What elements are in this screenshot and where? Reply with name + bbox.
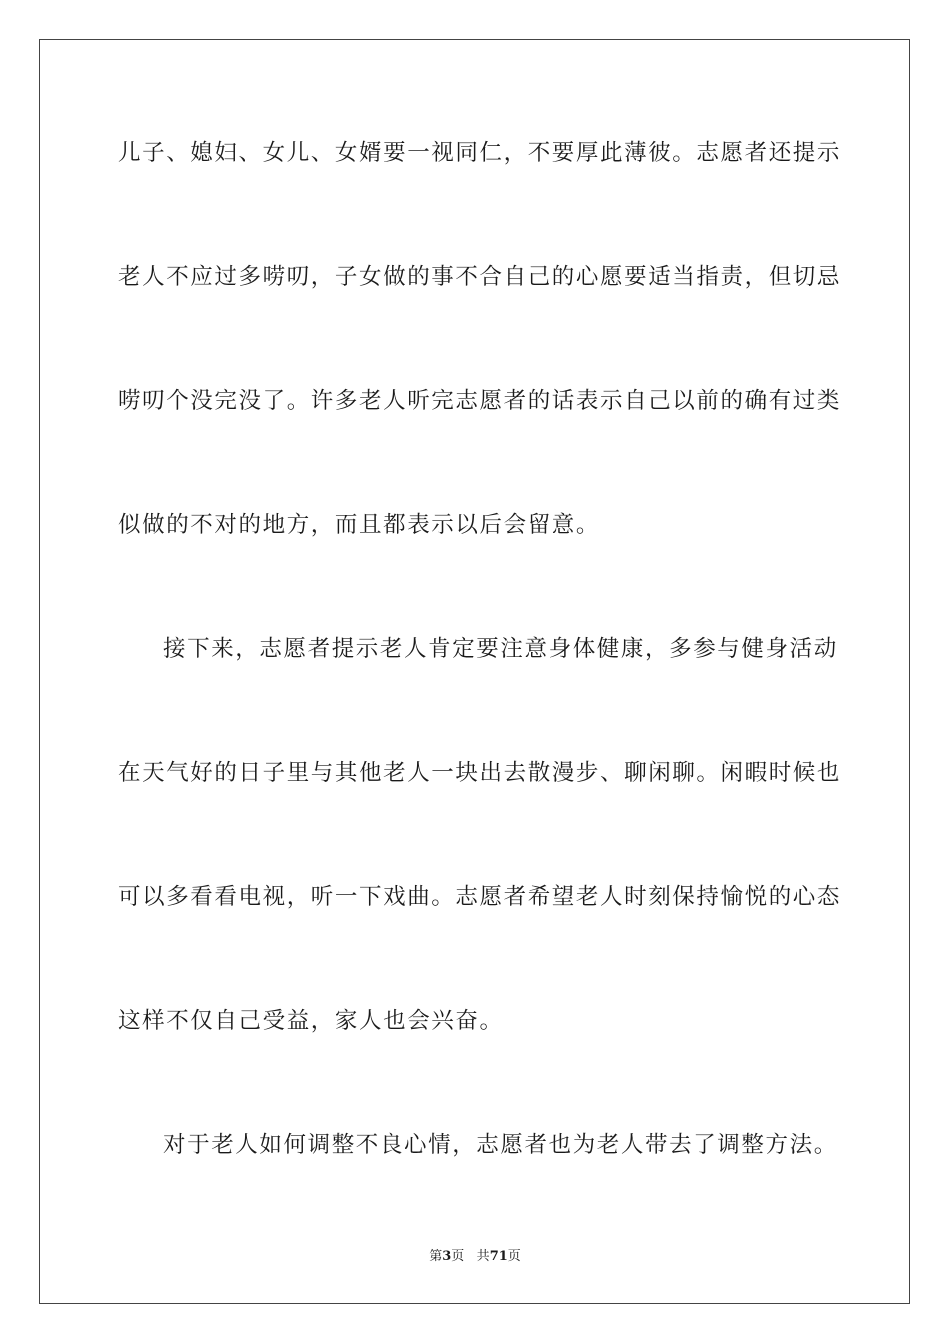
body-line-7: 可以多看看电视，听一下戏曲。志愿者希望老人时刻保持愉悦的心态	[118, 884, 842, 910]
body-line-3: 唠叨个没完没了。许多老人听完志愿者的话表示自己以前的确有过类	[118, 388, 842, 414]
body-line-1: 儿子、媳妇、女儿、女婿要一视同仁，不要厚此薄彼。志愿者还提示	[118, 140, 842, 166]
body-line-8: 这样不仅自己受益，家人也会兴奋。	[118, 1008, 504, 1034]
body-line-5: 接下来，志愿者提示老人肯定要注意身体健康，多参与健身活动	[163, 636, 838, 662]
footer-page-suffix: 页	[451, 1249, 465, 1264]
body-line-4: 似做的不对的地方，而且都表示以后会留意。	[118, 512, 601, 538]
body-line-9: 对于老人如何调整不良心情，志愿者也为老人带去了调整方法。	[163, 1132, 838, 1158]
footer-total-pages: 71	[489, 1249, 508, 1264]
page-border	[39, 39, 910, 1304]
footer-total-suffix: 页	[507, 1249, 521, 1264]
footer-current-page: 3	[442, 1249, 452, 1264]
page-footer	[0, 1248, 950, 1266]
body-line-6: 在天气好的日子里与其他老人一块出去散漫步、聊闲聊。闲暇时候也	[118, 760, 842, 786]
body-line-2: 老人不应过多唠叨，子女做的事不合自己的心愿要适当指责，但切忌	[118, 264, 842, 290]
footer-total-prefix: 共	[476, 1249, 490, 1264]
footer-prefix: 第	[429, 1249, 443, 1264]
